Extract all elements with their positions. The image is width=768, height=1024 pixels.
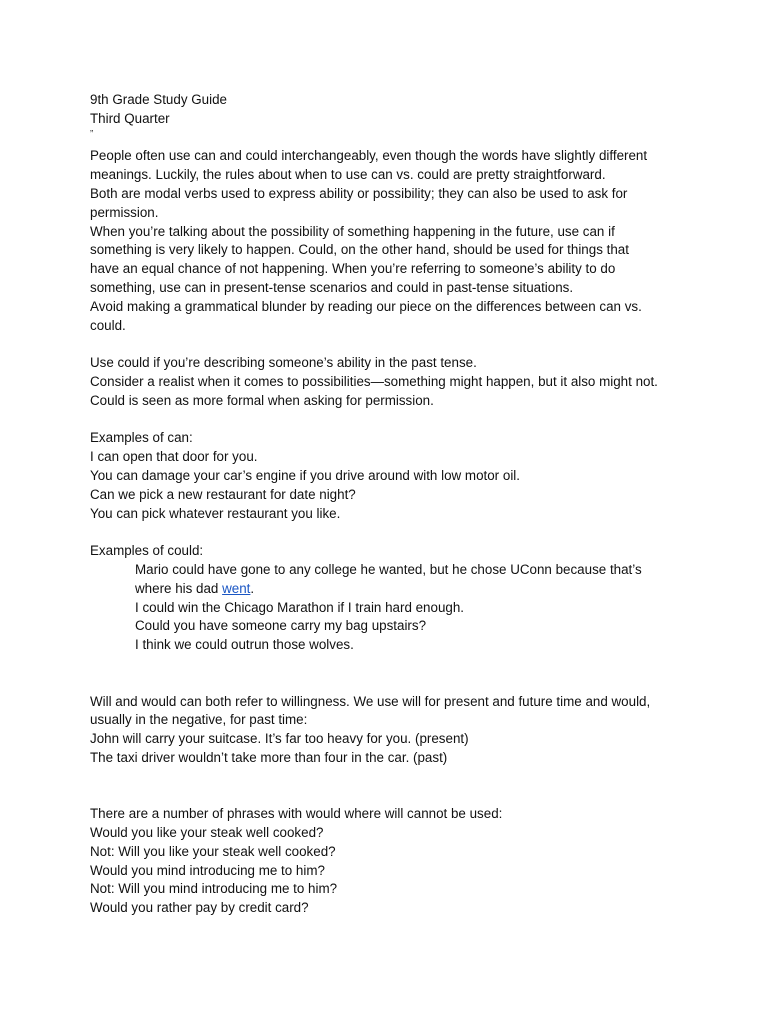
example-line bbox=[90, 580, 690, 599]
document-page bbox=[90, 91, 690, 918]
example-line: I could win the Chicago Marathon if I train hard enough. bbox=[135, 599, 465, 615]
example-line: Could you have someone carry my bag upstairs? bbox=[135, 618, 427, 634]
example-line: You can pick whatever restaurant you like. bbox=[90, 505, 341, 521]
example-line: Mario could have gone to any college he wanted, but he chose UConn because that’s bbox=[135, 561, 642, 577]
example-line: Can we pick a new restaurant for date night? bbox=[90, 486, 356, 502]
text-line: John will carry your suitcase. It’s far too heavy for you. (present) bbox=[90, 731, 469, 747]
text-line: Could is seen as more formal when asking for permission. bbox=[90, 392, 434, 408]
quote-mark: ” bbox=[90, 128, 94, 140]
text-line: Would you like your steak well cooked? bbox=[90, 825, 324, 841]
text-line: could. bbox=[90, 317, 126, 333]
can-examples bbox=[90, 429, 690, 523]
text-line: Use could if you’re describing someone’s ability in the past tense. bbox=[90, 355, 477, 371]
text-line: something is very likely to happen. Could, on the other hand, should be used for things that bbox=[90, 242, 629, 258]
example-line: I think we could outrun those wolves. bbox=[135, 637, 354, 653]
text-line: People often use can and could interchangeably, even though the words have slightly different bbox=[90, 148, 648, 164]
text-line: When you’re talking about the possibility of something happening in the future, use can if bbox=[90, 223, 615, 239]
text-line: The taxi driver wouldn’t take more than four in the car. (past) bbox=[90, 749, 448, 765]
text-line: Not: Will you like your steak well cooked? bbox=[90, 843, 336, 859]
text-line: permission. bbox=[90, 204, 159, 220]
document-title: 9th Grade Study Guide bbox=[90, 92, 227, 107]
text-line: There are a number of phrases with would where will cannot be used: bbox=[90, 806, 503, 822]
went-link[interactable]: went bbox=[222, 580, 251, 596]
text-line: have an equal chance of not happening. When you’re referring to someone’s ability to do bbox=[90, 261, 616, 277]
could-rules bbox=[90, 354, 690, 410]
spacer bbox=[90, 523, 690, 542]
spacer bbox=[90, 768, 690, 806]
example-text: . bbox=[250, 580, 255, 596]
text-line: something, use can in present-tense scenarios and could in past-tense situations. bbox=[90, 279, 574, 295]
example-text: where his dad bbox=[135, 580, 223, 596]
text-line: Avoid making a grammatical blunder by reading our piece on the differences between can vs. bbox=[90, 298, 642, 314]
spacer bbox=[90, 655, 690, 693]
text-line: Both are modal verbs used to express ability or possibility; they can also be used to ask for bbox=[90, 185, 628, 201]
spacer bbox=[90, 335, 690, 354]
text-line: Would you rather pay by credit card? bbox=[90, 900, 309, 916]
intro-paragraph bbox=[90, 147, 690, 335]
text-line: Would you mind introducing me to him? bbox=[90, 862, 325, 878]
example-line: I can open that door for you. bbox=[90, 449, 258, 465]
text-line: meanings. Luckily, the rules about when to use can vs. could are pretty straightforward. bbox=[90, 167, 606, 183]
text-line: Not: Will you mind introducing me to him? bbox=[90, 881, 338, 897]
phrases-section bbox=[90, 805, 690, 918]
will-would-section bbox=[90, 693, 690, 768]
could-examples bbox=[90, 542, 690, 655]
spacer bbox=[90, 411, 690, 430]
text-line: Will and would can both refer to willingness. We use will for present and future time and would, bbox=[90, 693, 651, 709]
document-subtitle: Third Quarter bbox=[90, 110, 170, 126]
section-heading: Examples of could: bbox=[90, 543, 204, 559]
text-line: usually in the negative, for past time: bbox=[90, 712, 308, 728]
example-line: You can damage your car’s engine if you drive around with low motor oil. bbox=[90, 467, 520, 483]
section-heading: Examples of can: bbox=[90, 430, 193, 446]
text-line: Consider a realist when it comes to possibilities—something might happen, but it also might not. bbox=[90, 373, 658, 389]
